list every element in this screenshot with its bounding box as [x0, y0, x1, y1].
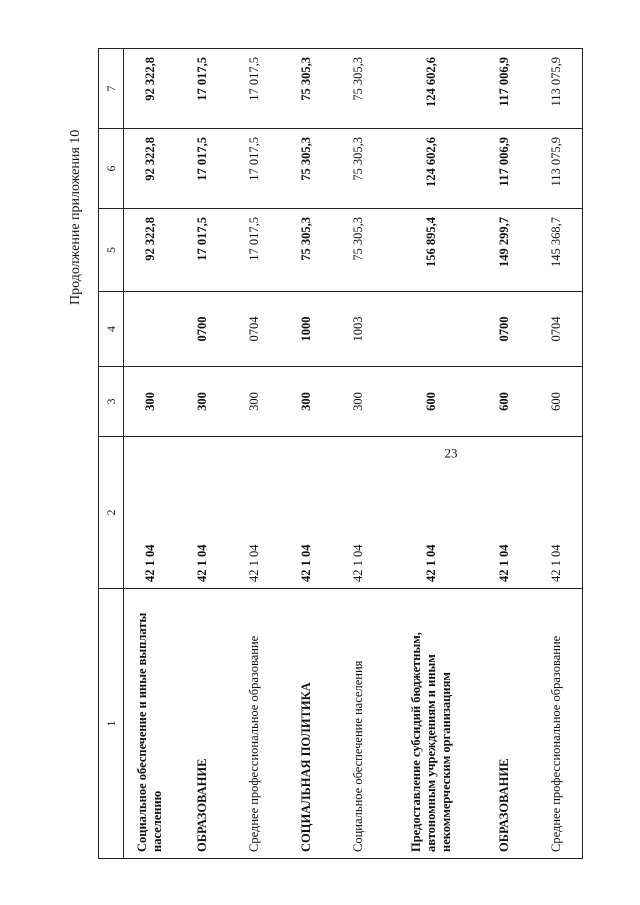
row-value-6: 75 305,3 — [332, 129, 384, 209]
row-rz: 0700 — [478, 292, 530, 367]
row-vr: 600 — [478, 367, 530, 437]
row-value-6: 113 075,9 — [530, 129, 583, 209]
row-value-6: 75 305,3 — [280, 129, 332, 209]
row-value-7: 92 322,8 — [124, 49, 177, 129]
row-name: ОБРАЗОВАНИЕ — [478, 589, 530, 859]
row-vr: 300 — [280, 367, 332, 437]
col-header-1: 1 — [99, 589, 124, 859]
col-header-4: 4 — [99, 292, 124, 367]
row-vr: 600 — [384, 367, 478, 437]
row-code: 42 1 04 — [228, 437, 280, 589]
row-rz — [124, 292, 177, 367]
row-value-7: 75 305,3 — [280, 49, 332, 129]
table-row — [332, 49, 384, 859]
row-value-5: 92 322,8 — [124, 209, 177, 292]
budget-table — [98, 48, 583, 859]
page-number: 23 — [444, 445, 458, 461]
row-name: Социальное обеспечение и иные выплаты населению — [124, 589, 177, 859]
table-row — [478, 49, 530, 859]
row-code: 42 1 04 — [384, 437, 478, 589]
row-name: СОЦИАЛЬНАЯ ПОЛИТИКА — [280, 589, 332, 859]
row-value-7: 17 017,5 — [176, 49, 228, 129]
appendix-caption: Продолжение приложения 10 — [68, 129, 83, 305]
row-value-5: 17 017,5 — [228, 209, 280, 292]
row-vr: 300 — [124, 367, 177, 437]
row-rz: 1003 — [332, 292, 384, 367]
table-row — [280, 49, 332, 859]
table-row — [530, 49, 583, 859]
row-value-6: 124 602,6 — [384, 129, 478, 209]
row-name: Предоставление субсидий бюджетным, автономным учреждениям и иным некоммерческим организациям — [384, 589, 478, 859]
row-value-6: 17 017,5 — [176, 129, 228, 209]
row-name: Среднее профессиональное образование — [228, 589, 280, 859]
row-value-7: 75 305,3 — [332, 49, 384, 129]
row-rz: 0700 — [176, 292, 228, 367]
row-name: ОБРАЗОВАНИЕ — [176, 589, 228, 859]
row-vr: 300 — [228, 367, 280, 437]
row-name: Среднее профессиональное образование — [530, 589, 583, 859]
row-vr: 300 — [176, 367, 228, 437]
row-value-6: 92 322,8 — [124, 129, 177, 209]
row-name: Социальное обеспечение населения — [332, 589, 384, 859]
row-code: 42 1 04 — [478, 437, 530, 589]
row-value-5: 156 895,4 — [384, 209, 478, 292]
row-rz: 0704 — [228, 292, 280, 367]
row-value-7: 113 075,9 — [530, 49, 583, 129]
row-value-6: 117 006,9 — [478, 129, 530, 209]
row-code: 42 1 04 — [176, 437, 228, 589]
row-code: 42 1 04 — [332, 437, 384, 589]
row-value-6: 17 017,5 — [228, 129, 280, 209]
row-rz — [384, 292, 478, 367]
col-header-5: 5 — [99, 209, 124, 292]
row-code: 42 1 04 — [280, 437, 332, 589]
header-row — [99, 49, 124, 859]
table-row — [384, 49, 478, 859]
row-vr: 300 — [332, 367, 384, 437]
table-row — [176, 49, 228, 859]
row-value-5: 17 017,5 — [176, 209, 228, 292]
row-rz: 0704 — [530, 292, 583, 367]
row-value-7: 117 006,9 — [478, 49, 530, 129]
table-row — [124, 49, 177, 859]
row-vr: 600 — [530, 367, 583, 437]
row-value-5: 75 305,3 — [280, 209, 332, 292]
col-header-6: 6 — [99, 129, 124, 209]
table-row — [228, 49, 280, 859]
row-value-7: 17 017,5 — [228, 49, 280, 129]
row-value-7: 124 602,6 — [384, 49, 478, 129]
row-rz: 1000 — [280, 292, 332, 367]
col-header-2: 2 — [99, 437, 124, 589]
col-header-7: 7 — [99, 49, 124, 129]
row-code: 42 1 04 — [124, 437, 177, 589]
row-value-5: 75 305,3 — [332, 209, 384, 292]
row-code: 42 1 04 — [530, 437, 583, 589]
row-value-5: 149 299,7 — [478, 209, 530, 292]
col-header-3: 3 — [99, 367, 124, 437]
row-value-5: 145 368,7 — [530, 209, 583, 292]
